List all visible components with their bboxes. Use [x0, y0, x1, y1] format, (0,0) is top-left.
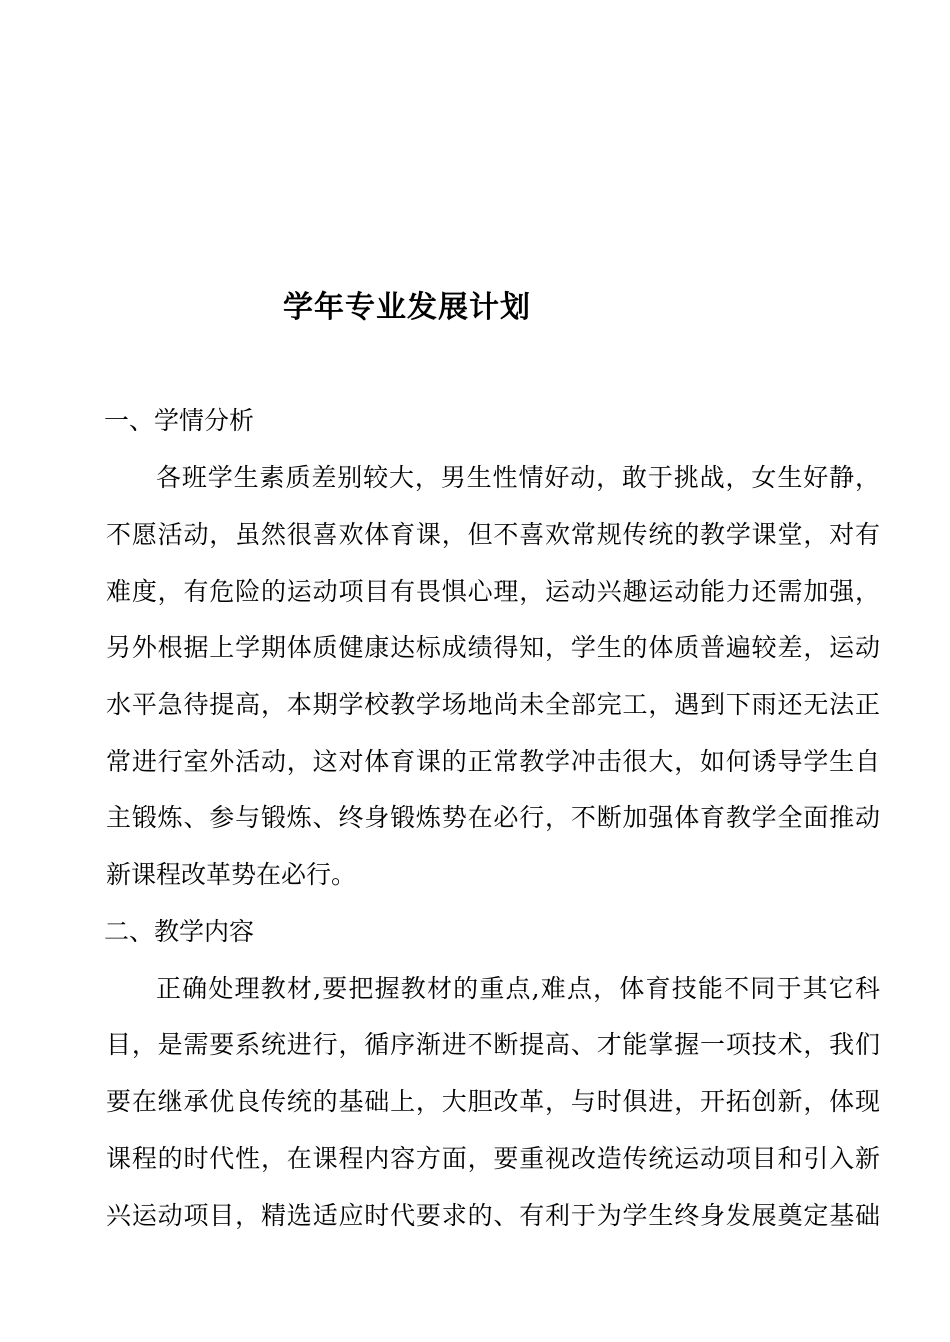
- document-title: 学年专业发展计划: [283, 290, 531, 325]
- section-heading-analysis: 一、学情分析: [104, 406, 255, 435]
- section-heading-content: 二、教学内容: [104, 917, 255, 946]
- paragraph-line: 主锻炼、参与锻炼、终身锻炼势在必行，不断加强体育教学全面推动: [106, 803, 880, 832]
- paragraph-line: 另外根据上学期体质健康达标成绩得知，学生的体质普遍较差，运动: [106, 633, 880, 662]
- paragraph-line: 课程的时代性，在课程内容方面，要重视改造传统运动项目和引入新: [106, 1144, 880, 1173]
- paragraph-line: 新课程改革势在必行。: [106, 860, 357, 889]
- paragraph-line: 常进行室外活动，这对体育课的正常教学冲击很大，如何诱导学生自: [106, 747, 880, 776]
- paragraph-line: 正确处理教材,要把握教材的重点,难点，体育技能不同于其它科: [156, 974, 880, 1003]
- paragraph-line: 兴运动项目，精选适应时代要求的、有利于为学生终身发展奠定基础: [106, 1201, 880, 1230]
- paragraph-line: 目，是需要系统进行，循序渐进不断提高、才能掌握一项技术，我们: [106, 1030, 880, 1059]
- paragraph-line: 不愿活动，虽然很喜欢体育课，但不喜欢常规传统的教学课堂，对有: [106, 520, 880, 549]
- paragraph-line: 水平急待提高，本期学校教学场地尚未全部完工，遇到下雨还无法正: [106, 690, 880, 719]
- paragraph-line: 各班学生素质差别较大，男生性情好动，敢于挑战，女生好静，: [156, 463, 880, 492]
- paragraph-line: 难度，有危险的运动项目有畏惧心理，运动兴趣运动能力还需加强，: [106, 577, 880, 606]
- paragraph-line: 要在继承优良传统的基础上，大胆改革，与时俱进，开拓创新，体现: [106, 1087, 880, 1116]
